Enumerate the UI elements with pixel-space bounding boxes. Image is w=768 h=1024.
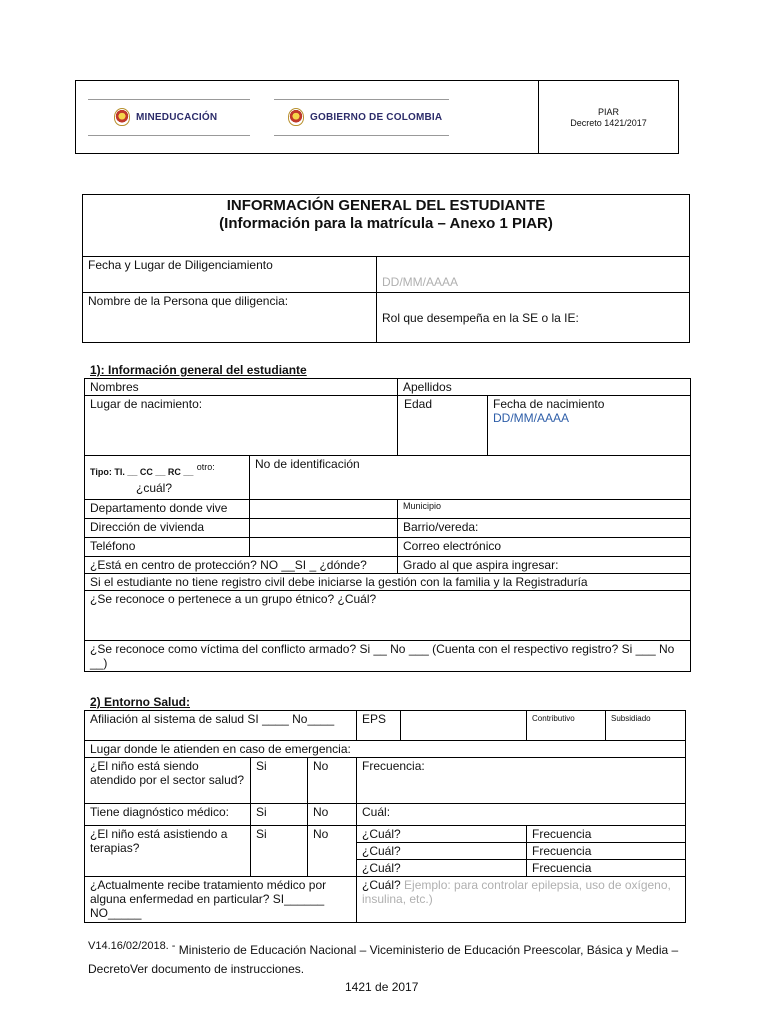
terapias-si-option[interactable]: Si	[251, 826, 308, 877]
terapia-cual-field[interactable]: ¿Cuál?	[357, 860, 527, 877]
direccion-field[interactable]	[250, 519, 398, 538]
piar-label	[539, 107, 678, 129]
frecuencia-field[interactable]: Frecuencia:	[357, 758, 686, 804]
departamento-field[interactable]	[250, 500, 398, 519]
logo-text: GOBIERNO DE COLOMBIA	[310, 111, 443, 123]
grupo-etnico-field[interactable]: ¿Se reconoce o pertenece a un grupo étnico? ¿Cuál?	[85, 591, 691, 641]
tipo-label: Tipo: TI. __ CC __ RC __	[90, 467, 194, 477]
rol-label: Rol que desempeña en la SE o la IE:	[382, 311, 579, 325]
nombres-field[interactable]: Nombres	[85, 379, 398, 396]
section2-heading: 2) Entorno Salud:	[90, 695, 190, 709]
footer-text: Ministerio de Educación Nacional – Viceministerio de Educación Preescolar, Básica y Media – DecretoVer documento de instrucciones.	[88, 943, 679, 976]
tipo-documento-field[interactable]	[85, 456, 250, 500]
divider	[88, 99, 250, 100]
direccion-label: Dirección de vivienda	[85, 519, 250, 538]
student-info-table	[84, 378, 691, 672]
terapias-no-option[interactable]: No	[308, 826, 357, 877]
atendido-no-option[interactable]: No	[308, 758, 357, 804]
apellidos-field[interactable]: Apellidos	[398, 379, 691, 396]
no-identificacion-field[interactable]: No de identificación	[250, 456, 691, 500]
victima-field[interactable]: ¿Se reconoce como víctima del conflicto armado? Si __ No ___ (Cuenta con el respectivo registro? Si ___ No __)	[85, 641, 691, 672]
contributivo-option[interactable]: Contributivo	[527, 711, 606, 741]
barrio-field[interactable]: Barrio/vereda:	[398, 519, 691, 538]
tratamiento-field[interactable]: ¿Actualmente recibe tratamiento médico por alguna enfermedad en particular? SI______ NO_____	[85, 877, 357, 923]
otro-label: otro:	[196, 462, 215, 472]
colombia-crest-icon	[114, 108, 130, 126]
footer	[88, 936, 698, 976]
terapia-cual-field[interactable]: ¿Cuál?	[357, 843, 527, 860]
tratamiento-cual-label: ¿Cuál?	[362, 878, 401, 892]
gobierno-logo	[288, 108, 442, 126]
version-label: V14.16/02/2018. -	[88, 940, 176, 952]
page-footer: 1421 de 2017	[345, 980, 419, 994]
health-table	[84, 710, 686, 923]
mineducacion-logo	[114, 108, 217, 126]
nombre-diligencia-field[interactable]: Nombre de la Persona que diligencia:	[83, 293, 377, 343]
title-table	[82, 194, 690, 343]
atendido-label: ¿El niño está siendo atendido por el sector salud?	[85, 758, 251, 804]
terapia-cual-field[interactable]: ¿Cuál?	[357, 826, 527, 843]
telefono-label: Teléfono	[85, 538, 250, 557]
page-title: INFORMACIÓN GENERAL DEL ESTUDIANTE	[226, 197, 546, 214]
diagnostico-no-option[interactable]: No	[308, 804, 357, 826]
cual-label: ¿cuál?	[136, 481, 173, 495]
emergencia-field[interactable]: Lugar donde le atienden en caso de emergencia:	[85, 741, 686, 758]
tratamiento-placeholder: Ejemplo: para controlar epilepsia, uso de oxígeno, insulina, etc.)	[362, 878, 671, 906]
title-cell	[83, 195, 690, 257]
correo-field[interactable]: Correo electrónico	[398, 538, 691, 557]
terapias-label: ¿El niño está asistiendo a terapias?	[85, 826, 251, 877]
logo-text: MINEDUCACIÓN	[136, 111, 218, 123]
proteccion-field[interactable]: ¿Está en centro de protección? NO __SI _ ¿dónde?	[85, 557, 398, 574]
piar-title: PIAR	[597, 107, 619, 117]
fecha-field[interactable]	[377, 257, 690, 293]
eps-label: EPS	[357, 711, 401, 741]
registro-note: Si el estudiante no tiene registro civil debe iniciarse la gestión con la familia y la Registraduría	[85, 574, 691, 591]
fecha-label: Fecha y Lugar de Diligenciamiento	[83, 257, 377, 293]
divider	[274, 99, 449, 100]
divider	[274, 135, 449, 136]
terapia-frecuencia-field[interactable]: Frecuencia	[527, 860, 686, 877]
diagnostico-cual-field[interactable]: Cuál:	[357, 804, 686, 826]
telefono-field[interactable]	[250, 538, 398, 557]
document-header	[75, 80, 679, 154]
eps-field[interactable]	[401, 711, 527, 741]
decreto-label: Decreto 1421/2017	[570, 118, 647, 128]
section1-heading: 1): Información general del estudiante	[90, 363, 307, 377]
grado-field[interactable]: Grado al que aspira ingresar:	[398, 557, 691, 574]
diagnostico-label: Tiene diagnóstico médico:	[85, 804, 251, 826]
afiliacion-field[interactable]: Afiliación al sistema de salud SI ____ No____	[85, 711, 357, 741]
lugar-nacimiento-field[interactable]: Lugar de nacimiento:	[85, 396, 398, 456]
departamento-label: Departamento donde vive	[85, 500, 250, 519]
tratamiento-cual-field[interactable]	[357, 877, 686, 923]
fecha-nacimiento-placeholder: DD/MM/AAAA	[493, 411, 570, 425]
diagnostico-si-option[interactable]: Si	[251, 804, 308, 826]
colombia-crest-icon	[288, 108, 304, 126]
subsidiado-option[interactable]: Subsidiado	[606, 711, 686, 741]
fecha-placeholder: DD/MM/AAAA	[382, 275, 459, 289]
municipio-field[interactable]: Municipio	[398, 500, 691, 519]
page-subtitle: (Información para la matrícula – Anexo 1 PIAR)	[219, 215, 553, 232]
terapia-frecuencia-field[interactable]: Frecuencia	[527, 843, 686, 860]
atendido-si-option[interactable]: Si	[251, 758, 308, 804]
terapia-frecuencia-field[interactable]: Frecuencia	[527, 826, 686, 843]
divider	[88, 135, 250, 136]
edad-field[interactable]: Edad	[398, 396, 488, 456]
rol-field[interactable]	[377, 293, 690, 343]
fecha-nacimiento-label: Fecha de nacimiento	[493, 397, 605, 411]
fecha-nacimiento-field[interactable]	[488, 396, 691, 456]
